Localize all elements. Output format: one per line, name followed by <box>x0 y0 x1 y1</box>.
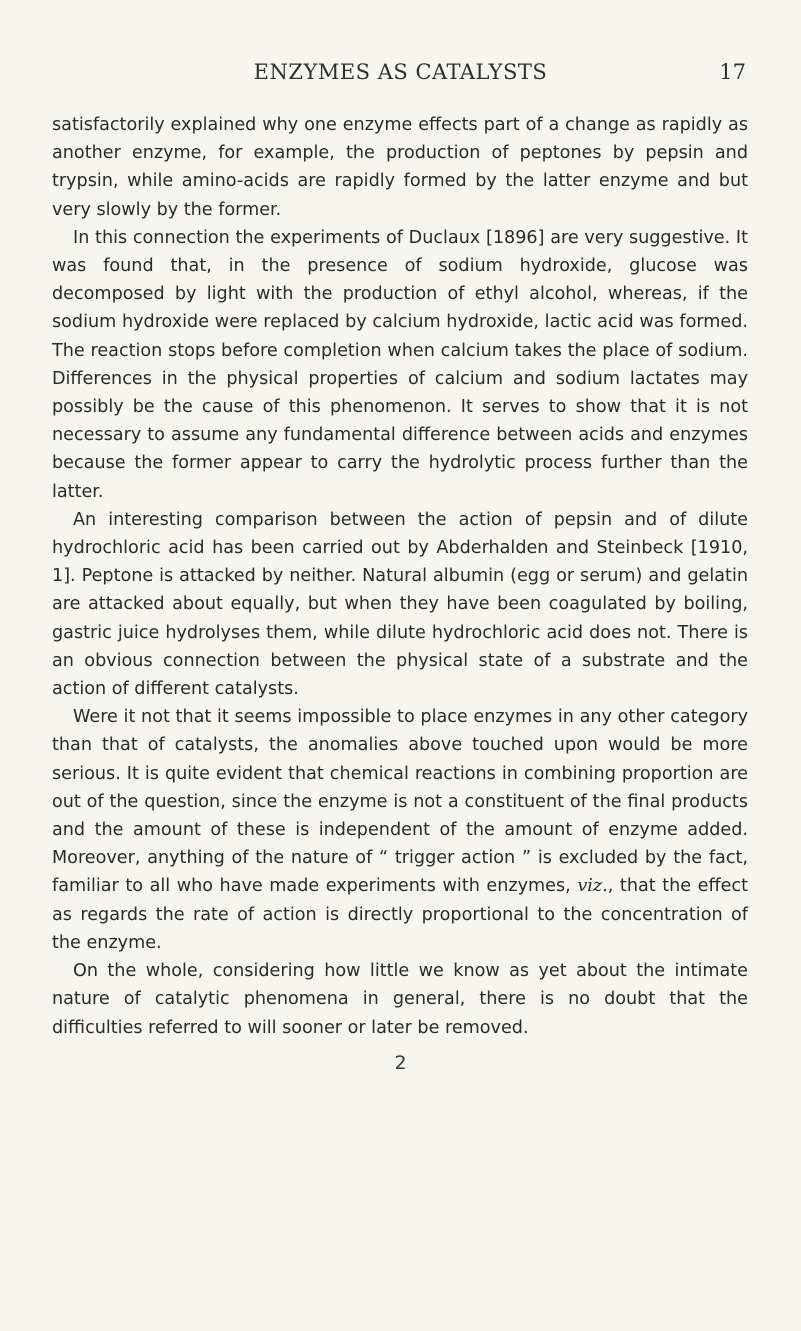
page-header <box>0 60 801 94</box>
paragraph-3: An interesting comparison between the action of pepsin and of dilute hydrochloric acid has been carried out by Abderhalden and Steinbeck [1910, 1]. Peptone is attacked by neither. Natural albumin (egg or serum) and gelatin are attacked about equally, but when they have been coagulated by boiling, gastric juice hydrolyses them, while dilute hydrochloric acid does not. There is an obvious connection between the physical state of a substrate and the action of different catalysts. <box>52 509 748 700</box>
paragraph-2: In this connection the experiments of Duclaux [1896] are very suggestive. It was found that, in the presence of sodium hydroxide, glucose was decomposed by light with the production of ethyl alcohol, whereas, if the sodium hydroxide were replaced by calcium hydroxide, lactic acid was formed. The reaction stops before completion when calcium takes the place of sodium. Differences in the physical properties of calcium and sodium lactates may possibly be the cause of this phenomenon. It serves to show that it is not necessary to assume any fundamental difference between acids and enzymes because the former appear to carry the hydrolytic process further than the latter. <box>52 227 748 502</box>
paragraph-4-text-a: Were it not that it seems impossible to place enzymes in any other category than that of catalysts, the anomalies above touched upon would be more serious. It is quite evident that chemical reactions in combining proportion are out of the question, since the enzyme is not a constituent of the final products and the amount of these is independent of the amount of enzyme added. Moreover, anything of the nature of “ trigger action ” is excluded by the fact, familiar to all who have made experiments with enzymes, <box>52 707 748 897</box>
running-title: ENZYMES AS CATALYSTS <box>253 60 548 84</box>
paragraph-4-text-b: , that the effect as regards the rate of action is directly proportional to the concentration of the enzyme. <box>52 876 748 953</box>
paragraph-4-italic: viz. <box>577 876 608 897</box>
page-number: 17 <box>719 60 746 84</box>
paragraph-5: On the whole, considering how little we know as yet about the intimate nature of catalytic phenomena in general, there is no doubt that the difficulties referred to will sooner or later be removed. <box>52 961 748 1038</box>
paragraph-4 <box>52 703 748 957</box>
paragraph-1: satisfactorily explained why one enzyme effects part of a change as rapidly as another enzyme, for example, the production of peptones by pepsin and trypsin, while amino-acids are rapidly formed by the latter enzyme and but very slowly by the former. <box>52 115 748 220</box>
signature-mark: 2 <box>394 1052 407 1074</box>
body-text <box>52 111 748 1042</box>
